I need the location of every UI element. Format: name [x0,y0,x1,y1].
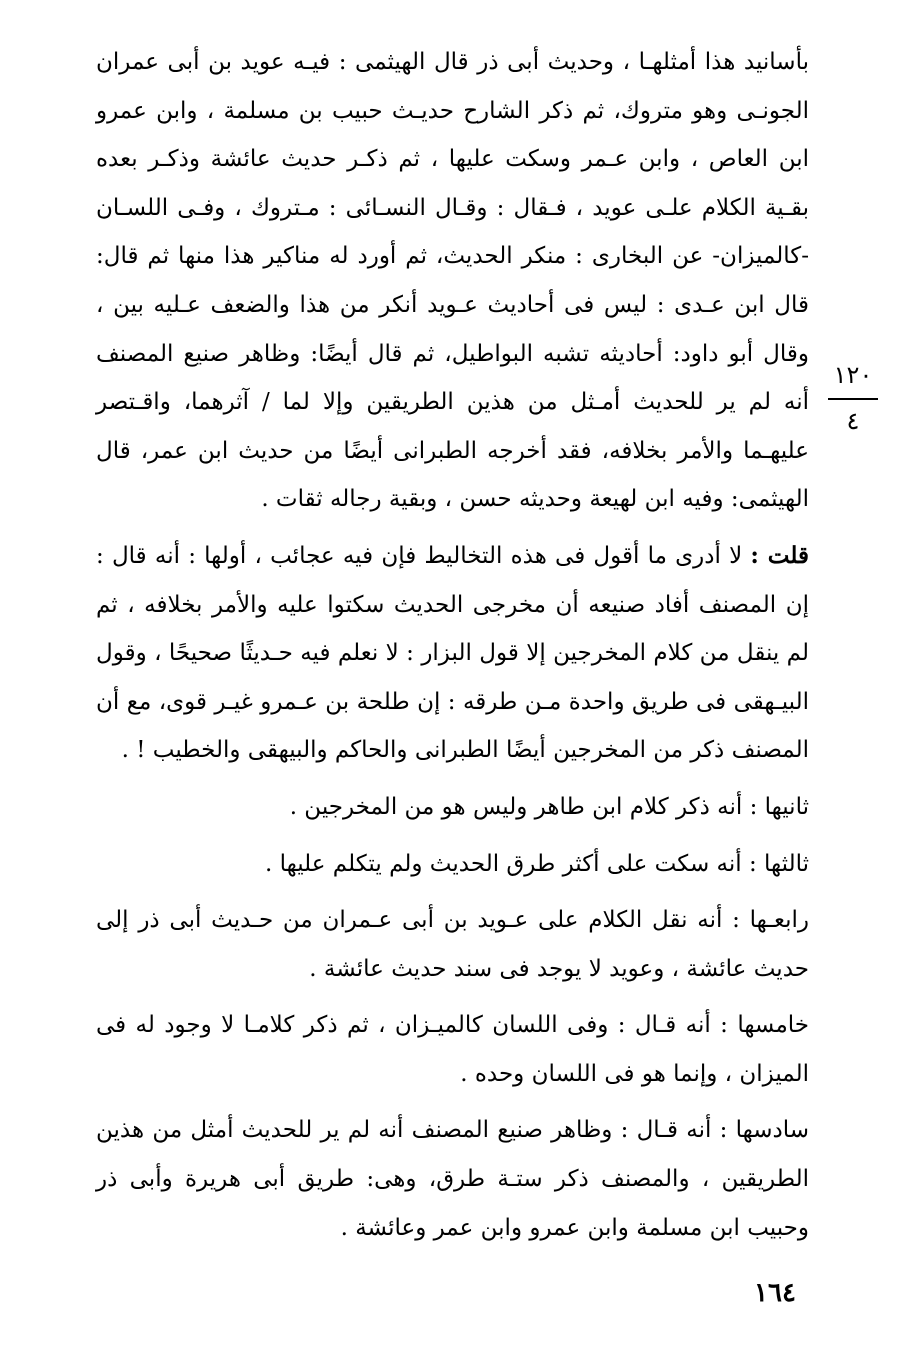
source-page-reference [828,360,878,436]
paragraph-text: خامسها : أنه قـال : وفى اللسان كالميـزان ، ثم ذكر كلامـا لا وجود له فى الميزان ، وإنما هو فى اللسان وحده . [96,1012,809,1087]
paragraph-3 [96,783,809,832]
source-page-number: ١٢٠ [833,361,873,389]
reference-divider [828,398,878,400]
paragraph-6 [96,1001,809,1098]
paragraph-text: ثالثها : أنه سكت على أكثر طرق الحديث ولم يتكلم عليها . [264,850,809,877]
page-number: ١٦٤ [754,1278,796,1308]
paragraph-text: لا أدرى ما أقول فى هذه التخاليط فإن فيه عجائب ، أولها : أنه قال : إن المصنف أفاد صنيعه أن مخرجى الحديث سكتوا عليه والأمر بخلافه ، ثم لم ينقل من كلام المخرجين إلا قول البزار : لا نعلم فيه حـديثًا صحيحًا ، وقول البيـهقى فى طريق واحدة مـن طرقه : إن طلحة بن عـمرو غيـر قوى، مع أن المصنف ذكر من المخرجين أيضًا الطبرانى والحاكم والبيهقى والخطيب ! . [96,542,809,764]
paragraph-lead: قلت : [750,541,809,569]
main-text [96,38,809,1252]
paragraph-text: سادسها : أنه قـال : وظاهر صنيع المصنف أنه لم ير للحديث أمثل من هذين الطريقين ، والمصنف ذكر ستـة طرق، وهى: طريق أبى هريرة وأبى ذر وحبيب ابن مسلمة وابن عمرو وابن عمر وعائشة . [96,1117,809,1241]
paragraph-7 [96,1106,809,1252]
source-volume-number: ٤ [846,407,860,435]
paragraph-2 [96,532,809,775]
paragraph-text: ثانيها : أنه ذكر كلام ابن طاهر وليس هو من المخرجين . [289,793,809,820]
paragraph-5 [96,896,809,993]
paragraph-1 [96,38,809,524]
paragraph-4 [96,840,809,889]
paragraph-text: رابعـها : أنه نقل الكلام على عـويد بن أبى عـمران من حـديث أبى ذر إلى حديث عائشة ، وعويد لا يوجد فى سند حديث عائشة . [96,907,809,982]
paragraph-text: بأسانيد هذا أمثلهـا ، وحديث أبى ذر قال الهيثمى : فيـه عويد بن أبى عمران الجونـى وهو متروك، ثم ذكر الشارح حديـث حبيب بن مسلمة ، وابن عمرو ابن العاص ، وابن عـمر وسكت عليها ، ثم ذكـر حديث عائشة وذكـر بعده بقـية الكلام علـى عويد ، فـقال : وقـال النسـائى : مـتروك ، وفـى اللسـان -كالميزان- عن البخارى : منكر الحديث، ثم أورد له مناكير هذا منها ثم قال: قال ابن عـدى : ليس فى أحاديث عـويد أنكر من هذا والضعف عـليه بين ، وقال أبو داود: أحاديثه تشبه البواطيل، ثم قال أيضًا: وظاهر صنيع المصنف أنه لم ير للحديث أمـثل من هذين الطريقين وإلا لما / آثرهما، واقـتصر عليهـما والأمر بخلافه، فقد أخرجه الطبرانى أيضًا من حديث ابن عمر، قال الهيثمى: وفيه ابن لهيعة وحديثه حسن ، وبقية رجاله ثقات . [96,49,809,513]
